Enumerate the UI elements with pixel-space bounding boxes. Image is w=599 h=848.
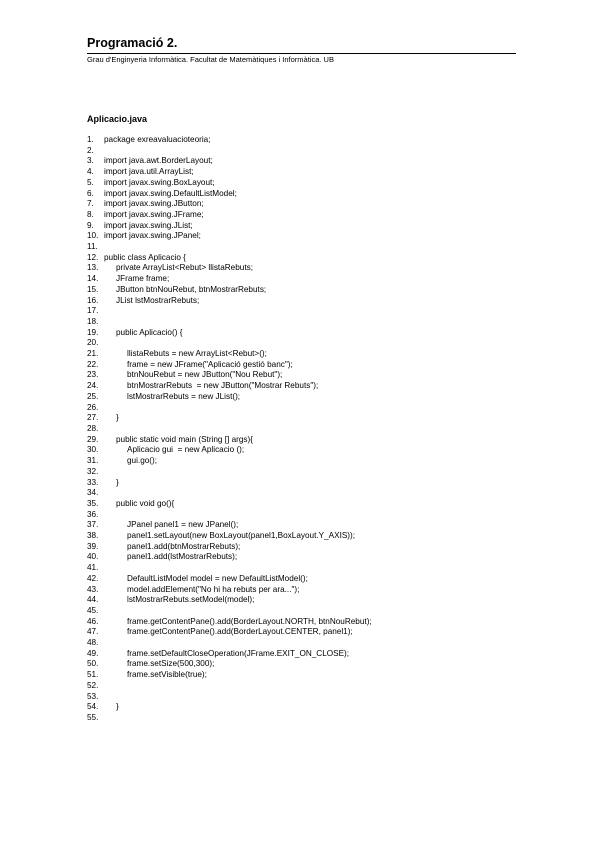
line-number: 22. xyxy=(87,359,99,369)
code-text: frame.setDefaultCloseOperation(JFrame.EXIT_ON_CLOSE); xyxy=(127,648,350,658)
line-number: 43. xyxy=(87,584,99,594)
code-line xyxy=(87,563,517,574)
line-number: 35. xyxy=(87,498,99,508)
code-line xyxy=(87,499,517,510)
code-line xyxy=(87,306,517,317)
code-text: import javax.swing.JList; xyxy=(104,220,193,230)
code-listing xyxy=(87,135,517,724)
code-line xyxy=(87,638,517,649)
line-number: 53. xyxy=(87,691,99,701)
code-line xyxy=(87,681,517,692)
line-number: 40. xyxy=(87,552,99,562)
code-line xyxy=(87,242,517,253)
code-line xyxy=(87,542,517,553)
line-number: 11. xyxy=(87,242,98,252)
code-text: import java.awt.BorderLayout; xyxy=(104,156,213,166)
code-text: gui.go(); xyxy=(127,456,158,466)
code-line xyxy=(87,338,517,349)
line-number: 10. xyxy=(87,231,99,241)
line-number: 13. xyxy=(87,263,99,273)
code-text: public class Aplicacio { xyxy=(104,252,186,262)
line-number: 41. xyxy=(87,563,99,573)
line-number: 51. xyxy=(87,670,99,680)
code-line xyxy=(87,692,517,703)
code-text: } xyxy=(116,413,119,423)
header-divider xyxy=(87,53,516,54)
code-text: frame.getContentPane().add(BorderLayout.NORTH, btnNouRebut); xyxy=(127,616,372,626)
code-line xyxy=(87,381,517,392)
code-line xyxy=(87,146,517,157)
code-line xyxy=(87,510,517,521)
code-line xyxy=(87,670,517,681)
line-number: 23. xyxy=(87,370,99,380)
line-number: 17. xyxy=(87,306,99,316)
code-line xyxy=(87,531,517,542)
code-line xyxy=(87,617,517,628)
line-number: 33. xyxy=(87,477,99,487)
code-text: private ArrayList<Rebut> llistaRebuts; xyxy=(116,263,253,273)
code-text: lstMostrarRebuts.setModel(model); xyxy=(127,595,255,605)
line-number: 8. xyxy=(87,209,94,219)
code-text: } xyxy=(116,702,119,712)
line-number: 5. xyxy=(87,177,94,187)
code-line xyxy=(87,135,517,146)
line-number: 3. xyxy=(87,156,94,166)
line-number: 25. xyxy=(87,391,99,401)
line-number: 16. xyxy=(87,295,99,305)
line-number: 2. xyxy=(87,145,94,155)
code-line xyxy=(87,424,517,435)
line-number: 47. xyxy=(87,627,99,637)
line-number: 45. xyxy=(87,605,99,615)
code-filename: Aplicacio.java xyxy=(87,114,148,124)
code-line xyxy=(87,713,517,724)
code-line xyxy=(87,199,517,210)
page-title: Programació 2. xyxy=(87,36,178,50)
code-text: JList lstMostrarRebuts; xyxy=(116,295,200,305)
line-number: 28. xyxy=(87,423,99,433)
code-text: btnMostrarRebuts = new JButton("Mostrar Rebuts"); xyxy=(127,381,319,391)
code-text: btnNouRebut = new JButton("Nou Rebut"); xyxy=(127,370,283,380)
code-line xyxy=(87,156,517,167)
code-text: frame.setVisible(true); xyxy=(127,670,207,680)
code-line xyxy=(87,231,517,242)
code-text: Aplicacio gui = new Aplicacio (); xyxy=(127,445,245,455)
line-number: 38. xyxy=(87,531,99,541)
line-number: 12. xyxy=(87,252,99,262)
code-line xyxy=(87,349,517,360)
code-line xyxy=(87,456,517,467)
code-text: JPanel panel1 = new JPanel(); xyxy=(127,520,239,530)
code-text: model.addElement("No hi ha rebuts per ara..."); xyxy=(127,584,300,594)
code-line xyxy=(87,392,517,403)
code-line xyxy=(87,445,517,456)
code-text: DefaultListModel model = new DefaultListModel(); xyxy=(127,573,308,583)
code-text: JFrame frame; xyxy=(116,274,170,284)
code-line xyxy=(87,649,517,660)
line-number: 27. xyxy=(87,413,99,423)
code-line xyxy=(87,221,517,232)
line-number: 52. xyxy=(87,680,99,690)
code-line xyxy=(87,659,517,670)
line-number: 1. xyxy=(87,135,94,144)
code-line xyxy=(87,435,517,446)
code-line xyxy=(87,478,517,489)
line-number: 4. xyxy=(87,167,94,177)
line-number: 19. xyxy=(87,327,99,337)
code-text: public static void main (String [] args){ xyxy=(116,434,253,444)
line-number: 6. xyxy=(87,188,94,198)
line-number: 30. xyxy=(87,445,99,455)
line-number: 37. xyxy=(87,520,99,530)
code-text: import javax.swing.DefaultListModel; xyxy=(104,188,237,198)
code-text: import java.util.ArrayList; xyxy=(104,167,194,177)
code-text: lstMostrarRebuts = new JList(); xyxy=(127,391,241,401)
code-line xyxy=(87,574,517,585)
code-line xyxy=(87,189,517,200)
line-number: 39. xyxy=(87,541,99,551)
code-line xyxy=(87,403,517,414)
line-number: 48. xyxy=(87,638,99,648)
line-number: 55. xyxy=(87,712,99,722)
line-number: 24. xyxy=(87,381,99,391)
line-number: 44. xyxy=(87,595,99,605)
page-subtitle: Grau d'Enginyeria Informàtica. Facultat de Matemàtiques i Informàtica. UB xyxy=(87,55,334,64)
line-number: 42. xyxy=(87,573,99,583)
code-line xyxy=(87,263,517,274)
code-text: import javax.swing.JFrame; xyxy=(104,209,204,219)
code-line xyxy=(87,488,517,499)
line-number: 15. xyxy=(87,284,99,294)
code-text: panel1.add(btnMostrarRebuts); xyxy=(127,541,241,551)
code-line xyxy=(87,595,517,606)
line-number: 14. xyxy=(87,274,99,284)
line-number: 34. xyxy=(87,488,99,498)
line-number: 29. xyxy=(87,434,99,444)
line-number: 7. xyxy=(87,199,94,209)
code-text: public void go(){ xyxy=(116,498,175,508)
line-number: 18. xyxy=(87,316,99,326)
code-line xyxy=(87,328,517,339)
code-line xyxy=(87,413,517,424)
code-line xyxy=(87,702,517,713)
code-text: package exreavaluacioteoria; xyxy=(104,135,211,144)
code-text: import javax.swing.BoxLayout; xyxy=(104,177,215,187)
code-line xyxy=(87,253,517,264)
code-text: panel1.setLayout(new BoxLayout(panel1,BoxLayout.Y_AXIS)); xyxy=(127,531,356,541)
code-text: import javax.swing.JPanel; xyxy=(104,231,201,241)
code-line xyxy=(87,296,517,307)
code-text: JButton btnNouRebut, btnMostrarRebuts; xyxy=(116,284,267,294)
code-text: frame.getContentPane().add(BorderLayout.CENTER, panel1); xyxy=(127,627,353,637)
line-number: 20. xyxy=(87,338,99,348)
code-line xyxy=(87,274,517,285)
code-text: import javax.swing.JButton; xyxy=(104,199,204,209)
code-line xyxy=(87,627,517,638)
line-number: 31. xyxy=(87,456,99,466)
page-header xyxy=(87,36,516,65)
line-number: 26. xyxy=(87,402,99,412)
code-line xyxy=(87,606,517,617)
code-text: frame = new JFrame("Aplicació gestió banc"); xyxy=(127,359,293,369)
code-line xyxy=(87,285,517,296)
line-number: 9. xyxy=(87,220,94,230)
code-line xyxy=(87,167,517,178)
line-number: 21. xyxy=(87,349,99,359)
line-number: 36. xyxy=(87,509,99,519)
line-number: 49. xyxy=(87,648,99,658)
line-number: 46. xyxy=(87,616,99,626)
code-text: frame.setSize(500,300); xyxy=(127,659,215,669)
code-text: panel1.add(lstMostrarRebuts); xyxy=(127,552,238,562)
code-line xyxy=(87,370,517,381)
code-line xyxy=(87,178,517,189)
code-line xyxy=(87,360,517,371)
code-text: public Aplicacio() { xyxy=(116,327,183,337)
line-number: 50. xyxy=(87,659,99,669)
code-line xyxy=(87,467,517,478)
code-text: llistaRebuts = new ArrayList<Rebut>(); xyxy=(127,349,267,359)
line-number: 32. xyxy=(87,466,99,476)
line-number: 54. xyxy=(87,702,99,712)
code-line xyxy=(87,210,517,221)
code-line xyxy=(87,520,517,531)
code-line xyxy=(87,317,517,328)
code-line xyxy=(87,552,517,563)
code-line xyxy=(87,585,517,596)
code-text: } xyxy=(116,477,119,487)
